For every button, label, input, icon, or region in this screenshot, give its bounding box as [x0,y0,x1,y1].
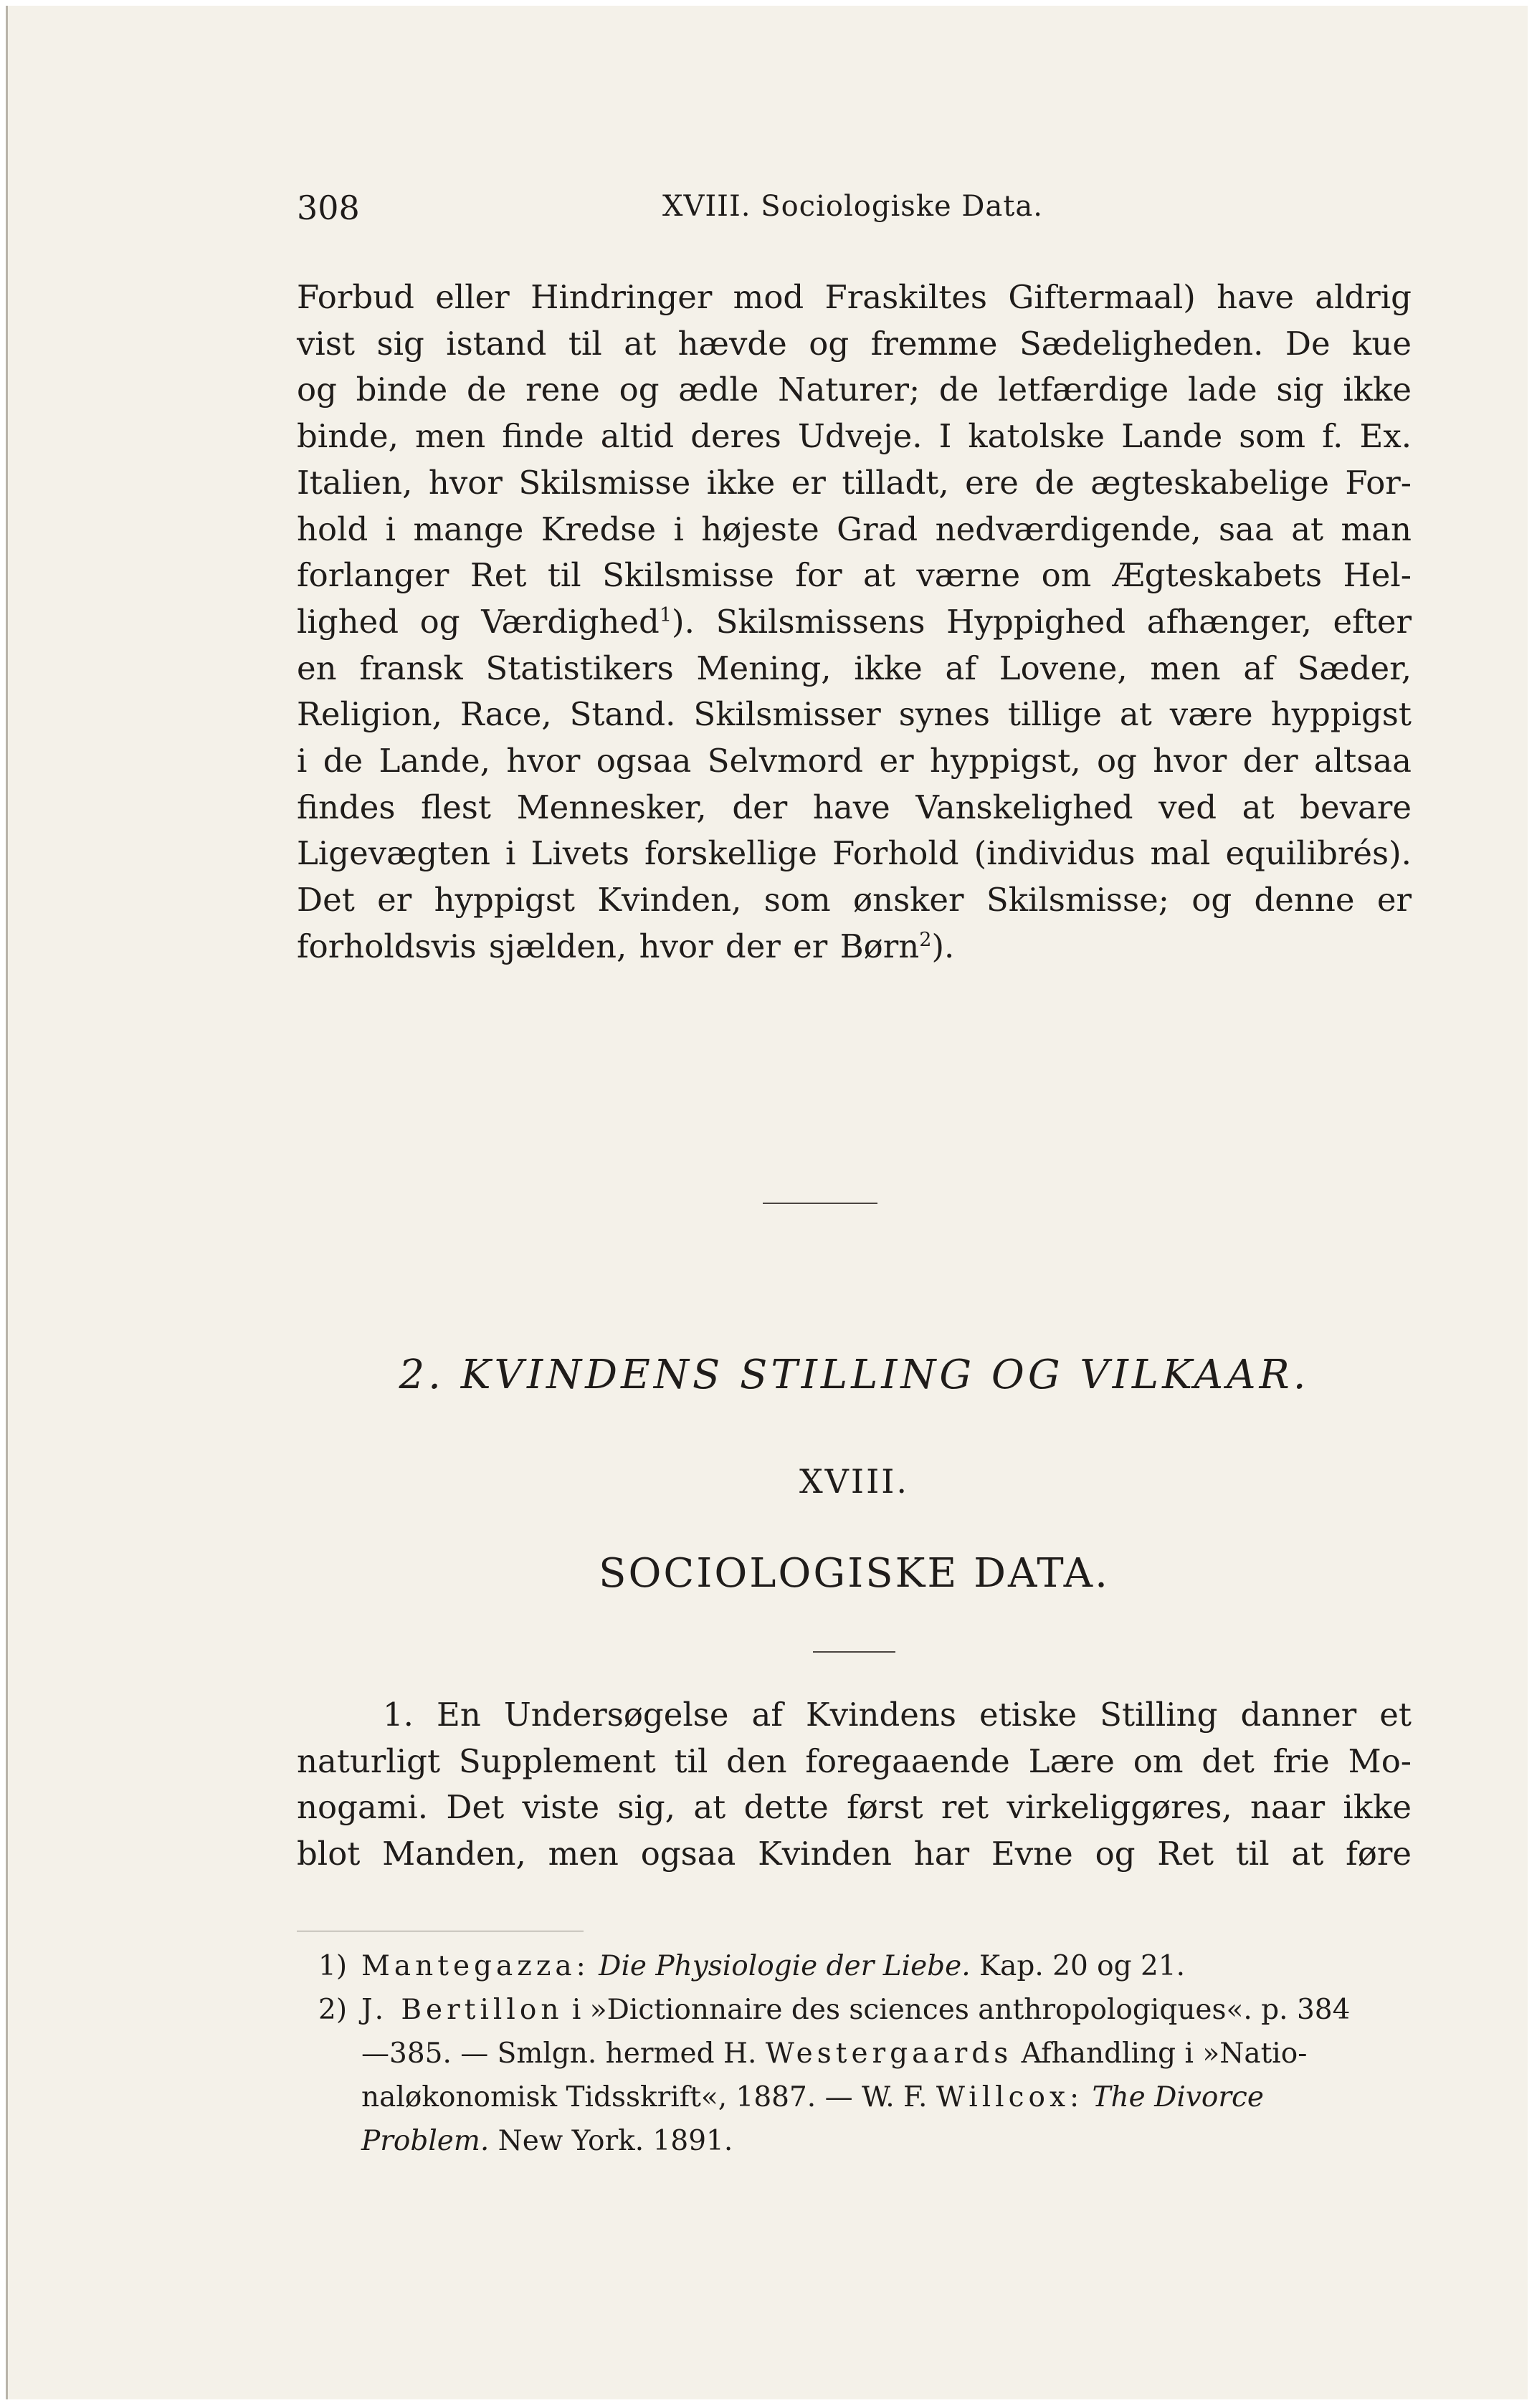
footnote-text: Kap. 20 og 21. [979,1950,1186,1982]
footnote-line [361,2119,1412,2163]
section-divider [763,1203,877,1204]
footnote-mark: 2) [318,1994,348,2026]
text-line: Det er hyppigst Kvinden, som ønsker Skilsmisse; og denne er [297,881,1412,919]
text-line: naturligt Supplement til den foregaaende Lære om det frie Mo- [297,1742,1412,1780]
footnote-mark: 1) [318,1950,348,1982]
text-line: Italien, hvor Skilsmisse ikke er tilladt, ere de ægteskabelige For- [297,463,1412,502]
footnote-ref-1[interactable]: 1 [659,603,672,626]
footnote-text: naløkonomisk Tidsskrift«, 1887. — W. F. [361,2081,928,2113]
footnote-1 [297,1944,1412,1988]
footnote-title: The Divorce [1092,2081,1264,2113]
running-head [297,188,1412,231]
page-number: 308 [297,188,360,227]
footnote-line [361,2075,1412,2119]
footnote-text: Afhandling i »Natio- [1021,2037,1308,2070]
text-line: i de Lande, hvor ogsaa Selvmord er hyppigst, og hvor der altsaa [297,742,1412,780]
section-title: 2. KVINDENS STILLING OG VILKAAR. [399,1352,1310,1398]
text-line [297,599,1412,646]
text-line: hold i mange Kredse i højeste Grad nedværdigende, saa at man [297,510,1412,548]
text-line: Ligevægten i Livets forskellige Forhold (individus mal equilibrés). [297,834,1412,873]
footnote-title: Problem. [361,2125,490,2157]
footnote-author: Willcox: [936,2081,1084,2113]
text-line: nogami. Det viste sig, at dette først ret virkeliggøres, naar ikke [297,1788,1412,1827]
text-line [297,924,1412,970]
paragraph-womens-position [297,1692,1412,1878]
footnote-text: New York. 1891. [498,2125,733,2157]
footnote-author: J. Bertillon [361,1994,563,2026]
running-head-title: XVIII. Sociologiske Data. [662,190,1043,223]
footnote-line [361,1988,1412,2032]
footnotes [297,1944,1412,2163]
text-line: en fransk Statistikers Mening, ikke af Lovene, men af Sæder, [297,649,1412,687]
chapter-title: SOCIOLOGISKE DATA. [599,1550,1110,1597]
text-segment: ). [931,927,955,965]
footnote-ref-2[interactable]: 2 [919,928,932,951]
text-line: findes flest Mennesker, der have Vanskelighed ved at bevare [297,788,1412,826]
text-line: og binde de rene og ædle Naturer; de letfærdige lade sig ikke [297,371,1412,409]
text-segment: ). Skilsmissens Hyppighed afhænger, efter [672,602,1412,641]
footnote-2 [297,1988,1412,2163]
text-segment: forholdsvis sjælden, hvor der er Børn [297,927,920,965]
footnote-author: Mantegazza: [361,1950,590,1982]
text-line: 1. En Undersøgelse af Kvindens etiske Stilling danner et [383,1696,1412,1734]
text-line: binde, men finde altid deres Udveje. I katolske Lande som f. Ex. [297,417,1412,456]
text-line: Religion, Race, Stand. Skilsmisser synes tillige at være hyppigst [297,695,1412,734]
footnote-text: i »Dictionnaire des sciences anthropologiques«. p. 384 [571,1994,1351,2026]
text-segment: lighed og Værdighed [297,602,660,641]
footnote-title: Die Physiologie der Liebe. [599,1950,971,1982]
footnote-text: —385. — Smlgn. hermed H. [361,2037,757,2070]
paragraph-divorce [297,274,1412,970]
footnote-line [361,1944,1412,1988]
text-line: vist sig istand til at hævde og fremme Sædeligheden. De kue [297,324,1412,363]
footnote-author: Westergaards [765,2037,1013,2070]
text-line: forlanger Ret til Skilsmisse for at værne om Ægteskabets Hel- [297,556,1412,595]
heading-divider [813,1651,895,1653]
book-page [6,6,1528,2399]
chapter-number: XVIII. [799,1462,910,1501]
footnote-line [361,2032,1412,2075]
text-line: blot Manden, men ogsaa Kvinden har Evne og Ret til at føre [297,1835,1412,1873]
text-line: Forbud eller Hindringer mod Fraskiltes Giftermaal) have aldrig [297,278,1412,316]
